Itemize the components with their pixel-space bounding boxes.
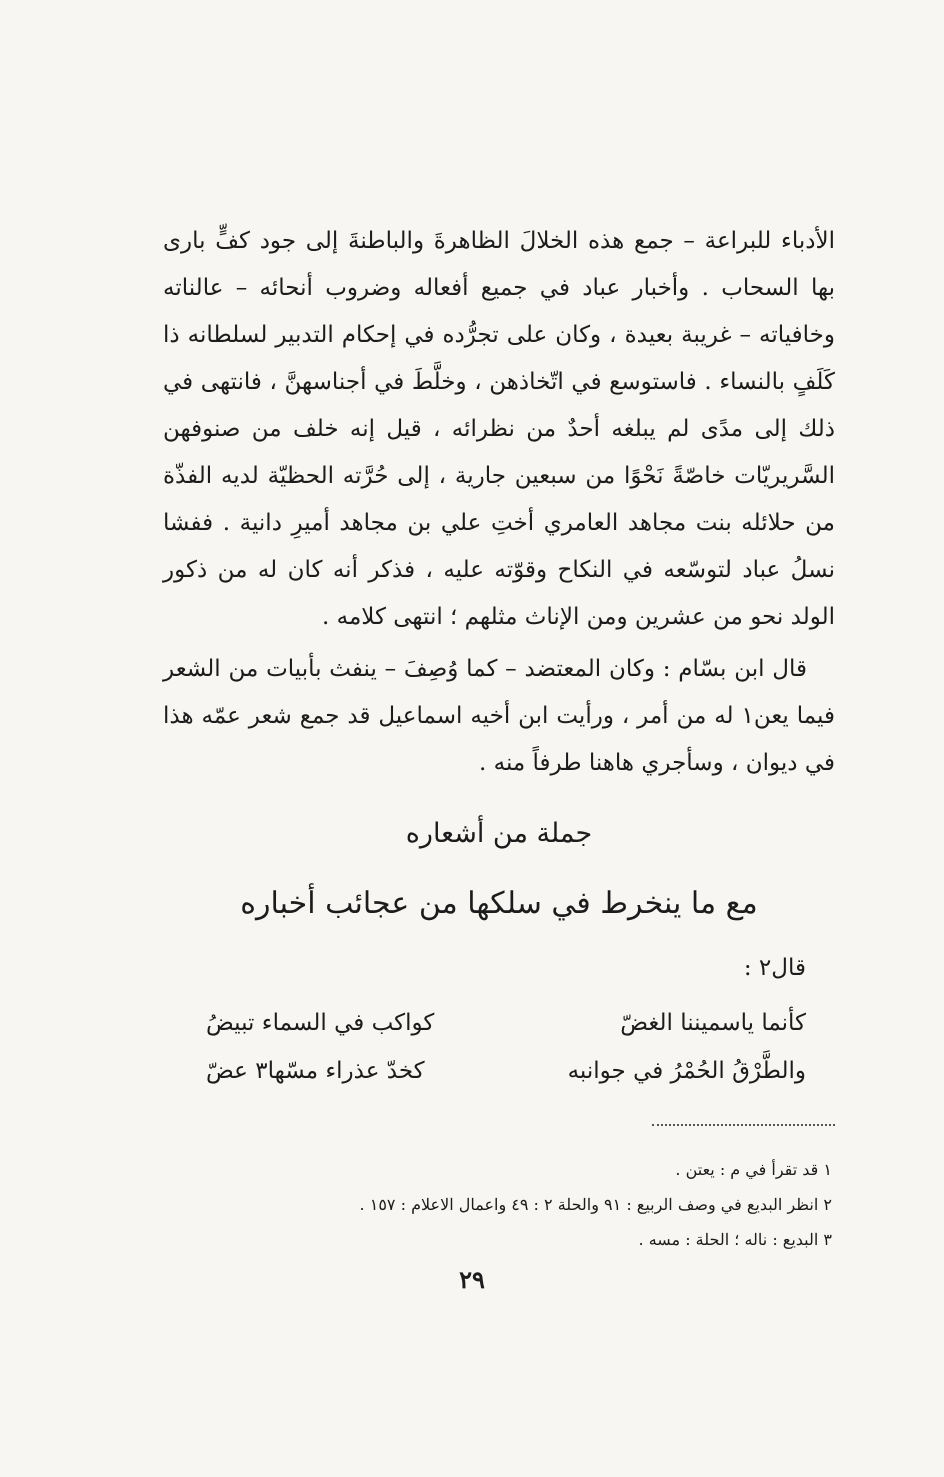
page-number: ٢٩ bbox=[459, 1265, 485, 1294]
verse-1 bbox=[206, 1010, 806, 1036]
verse-1-first-hemistich: كأنما ياسميننا الغضّ bbox=[620, 1010, 806, 1036]
footnotes bbox=[132, 1152, 832, 1257]
paragraph-2: قال ابن بسّام : وكان المعتضد – كما وُصِفَ – ينفث بأبيات من الشعر فيما يعن١ له من أمر ، ورأيت ابن أخيه اسماعيل قد جمع شعر عمّه هذا في ديوان ، وسأجري هاهنا طرفاً منه . bbox=[163, 656, 835, 776]
section-heading: جملة من أشعاره bbox=[405, 818, 593, 849]
section-subheading: مع ما ينخرط في سلكها من عجائب أخباره bbox=[240, 886, 758, 921]
footnote-3: ٣ البديع : ناله ؛ الحلة : مسه . bbox=[638, 1230, 832, 1249]
footnote-2: ٢ انظر البديع في وصف الربيع : ٩١ والحلة ٢ : ٤٩ واعمال الاعلام : ١٥٧ . bbox=[359, 1195, 832, 1214]
verse-2-first-hemistich: والطَّرْقُ الحُمْرُ في جوانبه bbox=[567, 1058, 806, 1084]
poem-intro: قال٢ : bbox=[743, 955, 806, 981]
verse-2 bbox=[206, 1058, 806, 1084]
paragraph-1: الأدباء للبراعة – جمع هذه الخلالَ الظاهرةَ والباطنةَ إلى جود كفٍّ بارى بها السحاب . وأخبار عباد في جميع أفعاله وضروب أنحائه – عالناته وخافياته – غريبة بعيدة ، وكان على تجرُّده في إحكام التدبير لسلطانه ذا كَلَفٍ بالنساء . فاستوسع في اتّخاذهن ، وخلَّطَ في أجناسهنَّ ، فانتهى في ذلك إلى مدًى لم يبلغه أحدٌ من نظرائه ، قيل إنه خلف من صنوفهن السَّريريّات خاصّةً نَحْوًا من سبعين جارية ، إلى حُرَّته الحظيّة لديه الفذّة من حلائله بنت مجاهد العامري أختِ علي بن مجاهد أميرِ دانية . ففشا نسلُ عباد لتوسّعه في النكاح وقوّته عليه ، فذكر أنه كان له من ذكور الولد نحو من عشرين ومن الإناث مثلهم ؛ انتهى كلامه . bbox=[163, 228, 835, 630]
footnote-separator bbox=[652, 1124, 835, 1126]
verse-1-second-hemistich: كواكب في السماء تبيضُ bbox=[206, 1010, 435, 1036]
footnote-1: ١ قد تقرأ في م : يعتن . bbox=[675, 1160, 832, 1179]
verse-2-second-hemistich: كخدّ عذراء مسّها٣ عضّ bbox=[206, 1058, 425, 1084]
